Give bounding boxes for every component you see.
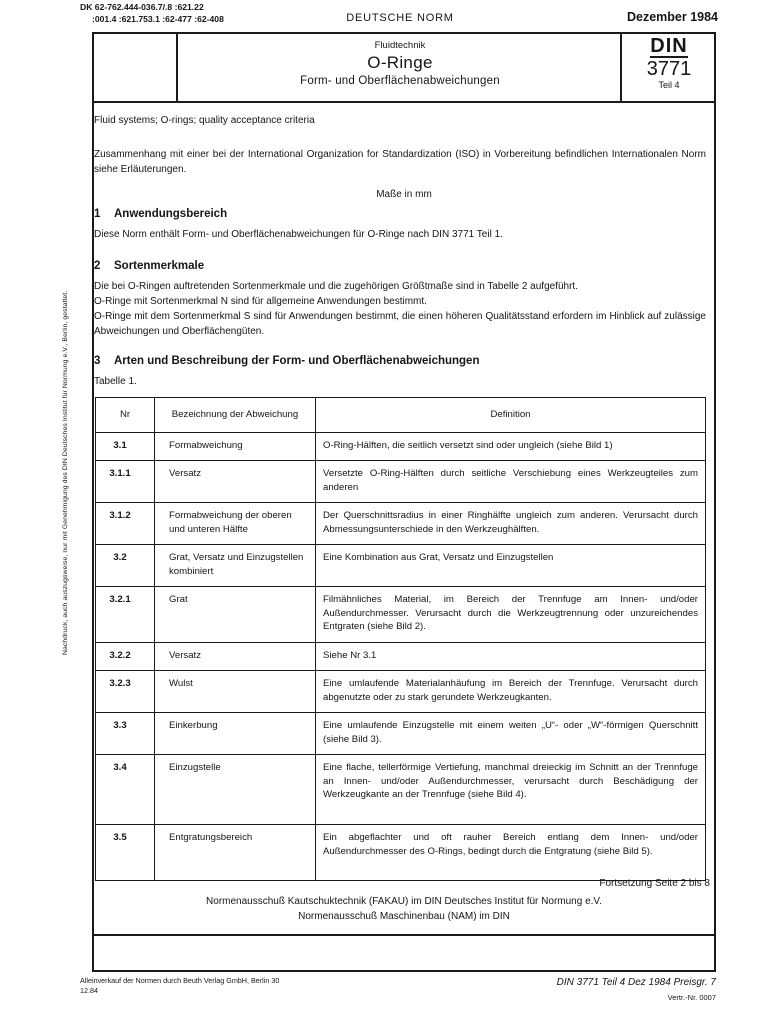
table-label: Tabelle 1. (94, 376, 137, 387)
din-number: 3771 (646, 58, 692, 80)
section-1-number: 1 (94, 208, 101, 220)
row-bezeichnung: Entgratungsbereich (155, 825, 316, 881)
table-row (96, 461, 706, 503)
section-1-heading (94, 207, 712, 222)
distribution-number: Vertr.-Nr. 0007 (667, 993, 716, 1002)
section-2-paragraph-3: O-Ringe mit dem Sortenmerkmal S sind für Anwendungen bestimmt, die einen höheren Qualitätsstand erfordern im Hinblick auf zulässige Abweichungen und Oberflächengüten. (94, 311, 706, 337)
section-3-title: Arten und Beschreibung der Form- und Oberflächenabweichungen (114, 355, 480, 367)
footer-reference: DIN 3771 Teil 4 Dez 1984 Preisgr. 7 (556, 977, 716, 988)
row-bezeichnung: Einzugstelle (155, 755, 316, 825)
section-2-heading (94, 259, 712, 274)
section-1-text: Diese Norm enthält Form- und Oberflächenabweichungen für O-Ringe nach DIN 3771 Teil 1. (94, 229, 503, 240)
document-title: O-Ringe (367, 53, 433, 72)
continuation-note: Fortsetzung Seite 2 bis 8 (599, 878, 710, 889)
din-block (622, 36, 716, 90)
row-definition: Eine flache, tellerförmige Vertiefung, manchmal dreieckig im Schnitt an der Trennfuge an Innen- und/oder Außendurchmesser, verursacht durch Beschädigung der Werkzeugkante an der Trennfuge (siehe Bild 4). (316, 755, 706, 825)
section-3-heading (94, 354, 712, 369)
iso-note: Zusammenhang mit einer bei der International Organization for Standardization (ISO) in Vorbereitung befindlichen Internationalen Norm siehe Erläuterungen. (94, 149, 706, 175)
table-row (96, 587, 706, 643)
row-nr: 3.2.1 (96, 587, 155, 643)
row-nr: 3.1 (96, 433, 155, 461)
row-definition: Siehe Nr 3.1 (316, 643, 706, 671)
row-nr: 3.2.3 (96, 671, 155, 713)
table-row (96, 825, 706, 881)
row-bezeichnung: Grat (155, 587, 316, 643)
header-nr: Nr (96, 398, 155, 433)
publication-date: Dezember 1984 (626, 10, 718, 24)
date-code: 12.84 (80, 985, 98, 995)
row-nr: 3.4 (96, 755, 155, 825)
header-definition: Definition (316, 398, 706, 433)
title-divider-bottom (92, 101, 716, 103)
row-bezeichnung: Formabweichung der oberen und unteren Hälfte (155, 503, 316, 545)
row-nr: 3.5 (96, 825, 155, 881)
committee-line-2: Normenausschuß Maschinenbau (NAM) im DIN (298, 911, 510, 922)
row-definition: Eine umlaufende Materialanhäufung im Bereich der Trennfuge. Verursacht durch abgenutzte oder zu stark gerundete Werkzeugkanten. (316, 671, 706, 713)
classification-line-2: :001.4 :621.753.1 :62-477 :62-408 (92, 14, 224, 24)
row-definition: Versetzte O-Ring-Hälften durch seitliche Verschiebung eines Werkzeugteiles zum anderen (316, 461, 706, 503)
din-part: Teil 4 (658, 80, 680, 90)
bottom-divider (92, 934, 716, 936)
dimensions-note: Maße in mm (376, 189, 432, 200)
section-2-number: 2 (94, 260, 101, 272)
header-bezeichnung: Bezeichnung der Abweichung (155, 398, 316, 433)
row-bezeichnung: Einkerbung (155, 713, 316, 755)
table-row (96, 713, 706, 755)
standard-type: DEUTSCHE NORM (346, 12, 454, 24)
row-bezeichnung: Formabweichung (155, 433, 316, 461)
section-2-paragraph-2: O-Ringe mit Sortenmerkmal N sind für allgemeine Anwendungen bestimmt. (94, 296, 427, 307)
section-2-paragraph-1: Die bei O-Ringen auftretenden Sortenmerkmale und die zugehörigen Größtmaße sind in Tabelle 2 aufgeführt. (94, 281, 578, 292)
row-nr: 3.1.1 (96, 461, 155, 503)
row-definition: Eine Kombination aus Grat, Versatz und Einzugstellen (316, 545, 706, 587)
row-definition: Ein abgeflachter und oft rauher Bereich entlang dem Innen- und/oder Außendurchmesser des O-Rings, bedingt durch die Entgratung (siehe Bild 5). (316, 825, 706, 881)
row-definition: Der Querschnittsradius in einer Ringhälfte ungleich zum anderen. Verursacht durch Abmessungsunterschiede in den Werkzeughälften. (316, 503, 706, 545)
row-bezeichnung: Grat, Versatz und Einzugstellen kombiniert (155, 545, 316, 587)
section-1-title: Anwendungsbereich (114, 208, 228, 220)
committee-line-1: Normenausschuß Kautschuktechnik (FAKAU) im DIN Deutsches Institut für Normung e.V. (206, 896, 602, 907)
row-nr: 3.1.2 (96, 503, 155, 545)
section-2-title: Sortenmerkmale (114, 260, 205, 272)
table-row (96, 545, 706, 587)
english-title: Fluid systems; O-rings; quality acceptance criteria (94, 115, 315, 126)
row-nr: 3.3 (96, 713, 155, 755)
table-row (96, 433, 706, 461)
section-3-number: 3 (94, 355, 101, 367)
row-bezeichnung: Wulst (155, 671, 316, 713)
table-row (96, 671, 706, 713)
row-definition: Eine umlaufende Einzugstelle mit einem weiten „U“- oder „W“-förmigen Querschnitt (siehe Bild 3). (316, 713, 706, 755)
table-row (96, 503, 706, 545)
table-row (96, 755, 706, 825)
sales-note: Alleinverkauf der Normen durch Beuth Verlag GmbH, Berlin 30 (80, 976, 280, 985)
table-row (96, 643, 706, 671)
row-definition: O-Ring-Hälften, die seitlich versetzt sind oder ungleich (siehe Bild 1) (316, 433, 706, 461)
classification-line-1: DK 62-762.444-036.7/.8 :621.22 (80, 2, 204, 12)
row-bezeichnung: Versatz (155, 643, 316, 671)
document-subtitle: Form- und Oberflächenabweichungen (300, 75, 500, 87)
row-definition: Filmähnliches Material, im Bereich der Trennfuge am Innen- und/oder Außendurchmesser. Verursacht durch die Werkzeugtrennung oder unzureichendes Entgraten (siehe Bild 2). (316, 587, 706, 643)
din-logo: DIN (650, 35, 688, 57)
table-header-row (96, 398, 706, 433)
deviation-table (95, 397, 706, 881)
footer-left (80, 976, 279, 995)
title-block (178, 36, 622, 87)
row-nr: 3.2 (96, 545, 155, 587)
subject: Fluidtechnik (374, 40, 426, 51)
reprint-notice: Nachdruck, auch auszugsweise, nur mit Genehmigung des DIN Deutsches Institut für Normung e.V., Berlin, gestattet. (62, 290, 69, 655)
row-nr: 3.2.2 (96, 643, 155, 671)
row-bezeichnung: Versatz (155, 461, 316, 503)
